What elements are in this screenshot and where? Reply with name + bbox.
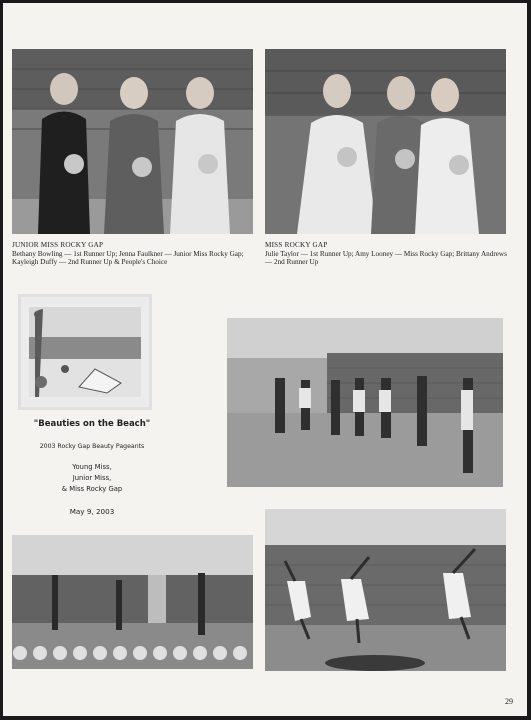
photo-gym-lineup [227,318,503,487]
caption-body: Bethany Bowling — 1st Runner Up; Jenna Faulkner — Junior Miss Rocky Gap; Kayleigh Duffy — 2nd Runner Up & People's Choice [12,249,244,267]
caption-heading: JUNIOR MISS ROCKY GAP [12,241,104,249]
photo-dance-balloons [12,535,253,669]
event-subtitle: 2003 Rocky Gap Beauty Pageants [39,443,145,450]
caption-miss [265,241,508,267]
event-line-miss: & Miss Rocky Gap [61,485,123,493]
caption-body: Julie Taylor — 1st Runner Up; Amy Looney — Miss Rocky Gap; Brittany Andrews — 2nd Runner Up [265,249,507,267]
photo-miss-rocky-gap-court [265,49,506,234]
caption-junior-miss [12,241,257,267]
event-line-young-miss: Young Miss, [72,463,112,471]
event-title: "Beauties on the Beach" [33,419,151,429]
event-date: May 9, 2003 [69,507,115,516]
photo-beach-clipart [21,297,149,407]
page-number: 29 [505,697,513,706]
yearbook-page [3,3,527,716]
photo-junior-miss-court [12,49,253,234]
event-line-junior-miss: Junior Miss, [72,474,112,482]
photo-dance-pose [265,509,506,671]
caption-heading: MISS ROCKY GAP [265,241,328,249]
